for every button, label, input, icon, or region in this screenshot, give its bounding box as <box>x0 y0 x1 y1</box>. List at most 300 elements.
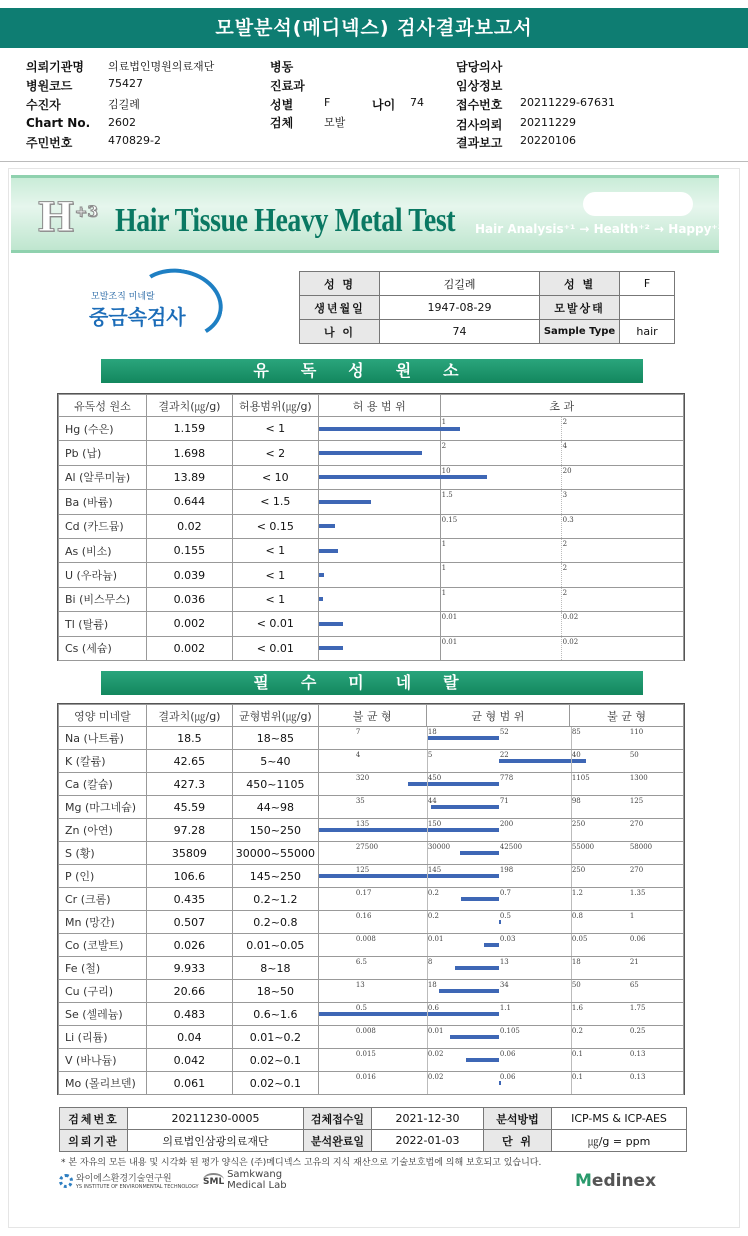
mineral-range: 450~1105 <box>232 773 318 796</box>
mineral-tick: 0.5 <box>499 912 511 920</box>
mineral-divider <box>427 1049 428 1071</box>
mineral-bar <box>455 966 499 970</box>
mineral-tick: 1.75 <box>629 1004 646 1012</box>
mineral-range: 0.02~0.1 <box>232 1049 318 1072</box>
toxic-excess-cell <box>440 514 683 538</box>
mineral-range: 0.01~0.2 <box>232 1026 318 1049</box>
mineral-bar <box>460 851 499 855</box>
mineral-tick: 13 <box>355 981 365 989</box>
mineral-tick: 270 <box>629 866 644 874</box>
toxic-bar-excess <box>441 427 460 431</box>
mineral-result: 0.507 <box>146 911 232 934</box>
mineral-bar <box>319 1012 499 1016</box>
mineral-divider <box>427 1003 428 1025</box>
mineral-tick: 0.02 <box>427 1073 444 1081</box>
mineral-divider <box>427 1026 428 1048</box>
mineral-divider <box>427 750 428 772</box>
method-label: 분석방법 <box>484 1108 552 1130</box>
mineral-tick: 44 <box>427 797 437 805</box>
toxic-element: Tl (탈륨) <box>59 612 147 636</box>
mineral-divider <box>427 727 428 749</box>
mineral-divider <box>427 842 428 864</box>
mineral-tick: 0.05 <box>571 935 588 943</box>
mineral-tick: 145 <box>427 866 442 874</box>
toxic-excess-cell <box>440 417 683 441</box>
report-sheet <box>8 168 740 1228</box>
toxic-row <box>59 563 684 587</box>
mineral-divider <box>427 819 428 841</box>
mineral-bar-cell <box>318 842 683 865</box>
toxic-row <box>59 514 684 538</box>
mineral-result: 20.66 <box>146 980 232 1003</box>
toxic-bar <box>319 427 441 431</box>
mineral-tick: 0.06 <box>629 935 646 943</box>
mineral-bar-cell <box>318 1049 683 1072</box>
toxic-element: Al (알루미늄) <box>59 465 147 489</box>
mineral-range: 0.02~0.1 <box>232 1072 318 1095</box>
mineral-result: 106.6 <box>146 865 232 888</box>
mineral-tick: 1300 <box>629 774 648 782</box>
pt-age-value: 74 <box>380 320 540 344</box>
inst-label: 의뢰기관명 <box>26 60 84 74</box>
mineral-tick: 52 <box>499 728 509 736</box>
min-h-range: 균형범위(㎍/g) <box>232 705 318 727</box>
unit-label: 단 위 <box>484 1130 552 1152</box>
toxic-result: 0.02 <box>146 514 232 538</box>
ys-name: 와이에스환경기술연구원 <box>75 1174 172 1184</box>
mineral-bar-cell <box>318 819 683 842</box>
mineral-bar <box>499 920 501 924</box>
mineral-tick: 198 <box>499 866 514 874</box>
toxic-tick: 2 <box>441 442 447 451</box>
mineral-tick: 250 <box>571 866 586 874</box>
mineral-result: 0.061 <box>146 1072 232 1095</box>
mineral-tick: 1.1 <box>499 1004 511 1012</box>
toxic-allow-cell <box>318 417 440 441</box>
mineral-tick: 0.13 <box>629 1050 646 1058</box>
analysis-info-table <box>59 1107 687 1152</box>
logo-small-text: 모발조직 미네랄 <box>91 292 155 302</box>
mineral-range: 0.6~1.6 <box>232 1003 318 1026</box>
toxic-allow-cell <box>318 465 440 489</box>
mineral-tick: 0.17 <box>355 889 372 897</box>
mineral-tick: 58000 <box>629 843 653 851</box>
min-h-low: 불 균 형 <box>318 705 426 727</box>
mineral-divider <box>571 888 572 910</box>
mineral-tick: 1.6 <box>571 1004 583 1012</box>
mineral-tick: 55000 <box>571 843 595 851</box>
mineral-tick: 450 <box>427 774 442 782</box>
mineral-row <box>59 934 684 957</box>
ys-sub: YS INSTITUTE OF ENVIRONMENTAL TECHNOLOGY <box>75 1184 199 1190</box>
mineral-row <box>59 819 684 842</box>
done-value: 2022-01-03 <box>372 1130 484 1152</box>
toxic-tick: 2 <box>562 588 568 597</box>
mineral-row <box>59 842 684 865</box>
mineral-tick: 0.13 <box>629 1073 646 1081</box>
medinex-logo <box>575 1171 656 1191</box>
mineral-grid <box>57 703 685 1095</box>
banner-slogan: Hair Analysis⁺¹ → Health⁺² → Happy⁺³ <box>475 222 724 236</box>
mineral-divider <box>571 727 572 749</box>
done-label: 분석완료일 <box>304 1130 372 1152</box>
toxic-divider <box>561 588 562 611</box>
mineral-bar-cell <box>318 1072 683 1095</box>
clinical-label: 임상정보 <box>456 79 503 93</box>
mineral-tick: 13 <box>499 958 509 966</box>
mineral-result: 0.435 <box>146 888 232 911</box>
mineral-divider <box>427 934 428 956</box>
min-h-result: 결과치(㎍/g) <box>146 705 232 727</box>
mineral-tick: 0.016 <box>355 1073 376 1081</box>
mineral-bar <box>319 874 499 878</box>
mineral-element: Mn (망간) <box>59 911 147 934</box>
mineral-element: Ca (칼슘) <box>59 773 147 796</box>
mineral-tick: 110 <box>629 728 644 736</box>
toxic-bar <box>319 451 423 455</box>
toxic-result: 0.644 <box>146 490 232 514</box>
mineral-result: 0.483 <box>146 1003 232 1026</box>
age-label: 나이 <box>372 98 396 112</box>
mineral-element: V (바나듐) <box>59 1049 147 1072</box>
specimen-label: 검체 <box>270 116 294 130</box>
mineral-divider <box>427 957 428 979</box>
toxic-element: Bi (비스무스) <box>59 587 147 611</box>
mineral-divider <box>571 796 572 818</box>
sample-no-label: 검체번호 <box>60 1108 128 1130</box>
toxic-row <box>59 490 684 514</box>
mineral-result: 0.026 <box>146 934 232 957</box>
toxic-tick: 0.01 <box>441 613 458 622</box>
mineral-tick: 5 <box>427 751 433 759</box>
mineral-divider <box>571 819 572 841</box>
mineral-bar <box>439 989 499 993</box>
mineral-element: Mg (마그네슘) <box>59 796 147 819</box>
mineral-row <box>59 865 684 888</box>
toxic-bar <box>319 500 371 504</box>
mineral-tick: 0.105 <box>499 1027 520 1035</box>
mineral-divider <box>571 1026 572 1048</box>
toxic-range: < 0.01 <box>232 612 318 636</box>
toxic-tick: 3 <box>562 491 568 500</box>
mineral-row <box>59 796 684 819</box>
mineral-row <box>59 911 684 934</box>
mineral-bar-cell <box>318 865 683 888</box>
toxic-tick: 1 <box>441 418 447 426</box>
toxic-excess-cell <box>440 441 683 465</box>
mineral-tick: 7 <box>355 728 361 736</box>
mineral-row <box>59 980 684 1003</box>
mineral-element: Se (셀레늄) <box>59 1003 147 1026</box>
pt-hair-value <box>620 296 675 320</box>
samkwang-lab <box>203 1169 287 1191</box>
mineral-bar <box>499 1081 501 1085</box>
toxic-tick: 2 <box>562 539 568 548</box>
mineral-result: 18.5 <box>146 727 232 750</box>
toxic-divider <box>561 563 562 586</box>
mineral-divider <box>571 865 572 887</box>
toxic-element: Ba (바륨) <box>59 490 147 514</box>
toxic-range: < 1.5 <box>232 490 318 514</box>
mineral-range: 150~250 <box>232 819 318 842</box>
mineral-element: Fe (철) <box>59 957 147 980</box>
mineral-tick: 0.2 <box>427 912 439 920</box>
toxic-bar <box>319 475 441 479</box>
toxic-bar <box>319 646 343 650</box>
mineral-element: P (인) <box>59 865 147 888</box>
mineral-bar <box>466 1058 498 1062</box>
pt-stype-label: Sample Type <box>540 320 620 344</box>
mineral-result: 0.04 <box>146 1026 232 1049</box>
receipt-value: 20211229-67631 <box>520 96 615 109</box>
toxic-divider <box>561 466 562 489</box>
mineral-bar-cell <box>318 888 683 911</box>
mineral-tick: 34 <box>499 981 509 989</box>
mineral-result: 9.933 <box>146 957 232 980</box>
mineral-element: Na (나트륨) <box>59 727 147 750</box>
toxic-divider <box>561 637 562 660</box>
requester-label: 의뢰기관 <box>60 1130 128 1152</box>
toxic-element: U (우라늄) <box>59 563 147 587</box>
pt-name-value: 김길례 <box>380 272 540 296</box>
mineral-range: 18~85 <box>232 727 318 750</box>
toxic-range: < 0.15 <box>232 514 318 538</box>
pt-hair-label: 모발상태 <box>540 296 620 320</box>
mineral-tick: 0.5 <box>355 1004 367 1012</box>
mineral-tick: 200 <box>499 820 514 828</box>
unit-value: ㎍/g = ppm <box>552 1130 687 1152</box>
mineral-tick: 0.015 <box>355 1050 376 1058</box>
mineral-range: 5~40 <box>232 750 318 773</box>
toxic-tick: 1 <box>441 588 447 597</box>
toxic-allow-cell <box>318 587 440 611</box>
mineral-tick: 21 <box>629 958 639 966</box>
min-h-element: 영양 미네랄 <box>59 705 147 727</box>
mineral-bar <box>484 943 498 947</box>
mineral-tick: 0.06 <box>499 1050 516 1058</box>
mineral-bar-cell <box>318 934 683 957</box>
toxic-divider <box>561 417 562 440</box>
mineral-bar <box>431 805 499 809</box>
min-h-high: 불 균 형 <box>570 705 684 727</box>
toxic-allow-cell <box>318 612 440 636</box>
mineral-divider <box>571 911 572 933</box>
mineral-element: Li (리튬) <box>59 1026 147 1049</box>
mineral-divider <box>427 865 428 887</box>
toxic-row <box>59 465 684 489</box>
mineral-tick: 18 <box>571 958 581 966</box>
toxic-table <box>58 394 684 661</box>
recv-value: 2021-12-30 <box>372 1108 484 1130</box>
mineral-element: Cr (크롬) <box>59 888 147 911</box>
pt-age-label: 나 이 <box>300 320 380 344</box>
toxic-h-excess: 초 과 <box>440 395 683 417</box>
mineral-bar-cell <box>318 911 683 934</box>
mineral-tick: 27500 <box>355 843 379 851</box>
toxic-tick: 0.01 <box>441 637 458 646</box>
mineral-section-bar: 필수미네랄 <box>101 671 643 695</box>
mineral-tick: 0.6 <box>427 1004 439 1012</box>
mineral-tick: 150 <box>427 820 442 828</box>
mineral-tick: 125 <box>355 866 370 874</box>
toxic-tick: 0.02 <box>562 613 579 622</box>
toxic-bar <box>319 524 335 528</box>
heavy-metal-logo <box>75 269 255 339</box>
mineral-divider <box>427 796 428 818</box>
toxic-excess-cell <box>440 587 683 611</box>
min-h-balance: 균 형 범 위 <box>426 705 570 727</box>
sample-no-value: 20211230-0005 <box>128 1108 304 1130</box>
mineral-range: 30000~55000 <box>232 842 318 865</box>
mineral-row <box>59 888 684 911</box>
toxic-row <box>59 417 684 441</box>
toxic-h-result: 결과치(㎍/g) <box>146 395 232 417</box>
toxic-tick: 0.15 <box>441 515 458 524</box>
mineral-row <box>59 773 684 796</box>
toxic-element: Pb (납) <box>59 441 147 465</box>
toxic-tick: 1.5 <box>441 491 453 500</box>
toxic-divider <box>561 612 562 635</box>
mineral-tick: 0.06 <box>499 1073 516 1081</box>
mineral-element: Zn (아연) <box>59 819 147 842</box>
specimen-value: 모발 <box>324 116 346 129</box>
mineral-divider <box>571 934 572 956</box>
mineral-tick: 18 <box>427 728 437 736</box>
toxic-result: 0.036 <box>146 587 232 611</box>
toxic-allow-cell <box>318 636 440 660</box>
toxic-allow-cell <box>318 441 440 465</box>
toxic-excess-cell <box>440 563 683 587</box>
rrn-value: 470829-2 <box>108 134 161 147</box>
mineral-divider <box>571 1049 572 1071</box>
mineral-tick: 0.1 <box>571 1073 583 1081</box>
mineral-tick: 0.01 <box>427 1027 444 1035</box>
toxic-tick: 0.02 <box>562 637 579 646</box>
toxic-bar <box>319 573 324 577</box>
mineral-tick: 125 <box>629 797 644 805</box>
toxic-section-bar: 유독성원소 <box>101 359 643 383</box>
mineral-tick: 1 <box>629 912 635 920</box>
medinex-rest: edinex <box>591 1171 657 1191</box>
toxic-bar <box>319 597 323 601</box>
toxic-range: < 10 <box>232 465 318 489</box>
toxic-range: < 1 <box>232 538 318 562</box>
mineral-tick: 250 <box>571 820 586 828</box>
report-meta <box>0 50 748 162</box>
age-value: 74 <box>410 96 424 109</box>
toxic-allow-cell <box>318 490 440 514</box>
toxic-tick: 1 <box>441 564 447 573</box>
toxic-divider <box>561 441 562 464</box>
report-title: 모발분석(메디넥스) 검사결과보고서 <box>0 8 748 48</box>
toxic-result: 13.89 <box>146 465 232 489</box>
request-value: 20211229 <box>520 116 576 129</box>
mineral-row <box>59 1026 684 1049</box>
ys-institute <box>59 1171 199 1190</box>
sex-label: 성별 <box>270 98 294 112</box>
toxic-result: 1.698 <box>146 441 232 465</box>
mineral-element: Co (코발트) <box>59 934 147 957</box>
mineral-range: 18~50 <box>232 980 318 1003</box>
mineral-divider <box>571 980 572 1002</box>
toxic-allow-cell <box>318 538 440 562</box>
mineral-element: Cu (구리) <box>59 980 147 1003</box>
logo-big-text: 중금속검사 <box>89 305 186 329</box>
mineral-bar-cell <box>318 796 683 819</box>
pt-sex-label: 성 별 <box>540 272 620 296</box>
method-value: ICP-MS & ICP-AES <box>552 1108 687 1130</box>
mineral-divider <box>427 1072 428 1094</box>
banner-title: Hair Tissue Heavy Metal Test <box>115 202 456 239</box>
mineral-divider <box>427 980 428 1002</box>
sml-logo-icon: SML <box>203 1173 224 1187</box>
toxic-tick: 4 <box>562 442 568 451</box>
toxic-divider <box>561 515 562 538</box>
toxic-range: < 1 <box>232 587 318 611</box>
mineral-bar-cell <box>318 980 683 1003</box>
hplus-logo <box>37 194 98 241</box>
patient-info-table <box>299 271 675 344</box>
mineral-range: 0.2~1.2 <box>232 888 318 911</box>
chart-label: Chart No. <box>26 116 91 130</box>
toxic-bar-excess <box>441 475 488 479</box>
toxic-h-element: 유독성 원소 <box>59 395 147 417</box>
doctor-label: 담당의사 <box>456 60 503 74</box>
mineral-tick: 8 <box>427 958 433 966</box>
mineral-divider <box>571 842 572 864</box>
mineral-row <box>59 1049 684 1072</box>
mineral-tick: 1.2 <box>571 889 583 897</box>
toxic-element: Cs (세슘) <box>59 636 147 660</box>
result-label: 결과보고 <box>456 136 503 150</box>
mineral-divider <box>427 773 428 795</box>
mineral-tick: 65 <box>629 981 639 989</box>
toxic-tick: 2 <box>562 564 568 573</box>
mineral-tick: 40 <box>571 751 581 759</box>
mineral-tick: 98 <box>571 797 581 805</box>
mineral-tick: 0.8 <box>571 912 583 920</box>
copyright-footnote: * 본 자유의 모든 내용 및 시각화 된 평가 양식은 (주)메디넥스 고유의 지식 재산으로 기술보호법에 의해 보호되고 있습니다. <box>61 1158 542 1168</box>
mineral-tick: 0.25 <box>629 1027 646 1035</box>
mineral-bar <box>408 782 499 786</box>
mineral-row <box>59 1072 684 1095</box>
toxic-excess-cell <box>440 465 683 489</box>
ys-logo-icon <box>59 1174 73 1188</box>
mineral-tick: 50 <box>571 981 581 989</box>
result-value: 20220106 <box>520 134 576 147</box>
mineral-tick: 0.7 <box>499 889 511 897</box>
toxic-divider <box>561 490 562 513</box>
sex-value: F <box>324 96 331 109</box>
hosp-code-value: 75427 <box>108 77 143 90</box>
pt-name-label: 성 명 <box>300 272 380 296</box>
mineral-tick: 35 <box>355 797 365 805</box>
mineral-tick: 0.1 <box>571 1050 583 1058</box>
mineral-element: Mo (몰리브덴) <box>59 1072 147 1095</box>
mineral-tick: 1.35 <box>629 889 646 897</box>
toxic-row <box>59 441 684 465</box>
mineral-row <box>59 727 684 750</box>
toxic-h-allow: 허 용 범 위 <box>318 395 440 417</box>
mineral-range: 0.01~0.05 <box>232 934 318 957</box>
mineral-tick: 0.01 <box>427 935 444 943</box>
mineral-tick: 4 <box>355 751 361 759</box>
toxic-range: < 0.01 <box>232 636 318 660</box>
recv-label: 검체접수일 <box>304 1108 372 1130</box>
medinex-m: M <box>575 1171 592 1191</box>
hplus-letter: H <box>37 194 75 241</box>
mineral-result: 45.59 <box>146 796 232 819</box>
